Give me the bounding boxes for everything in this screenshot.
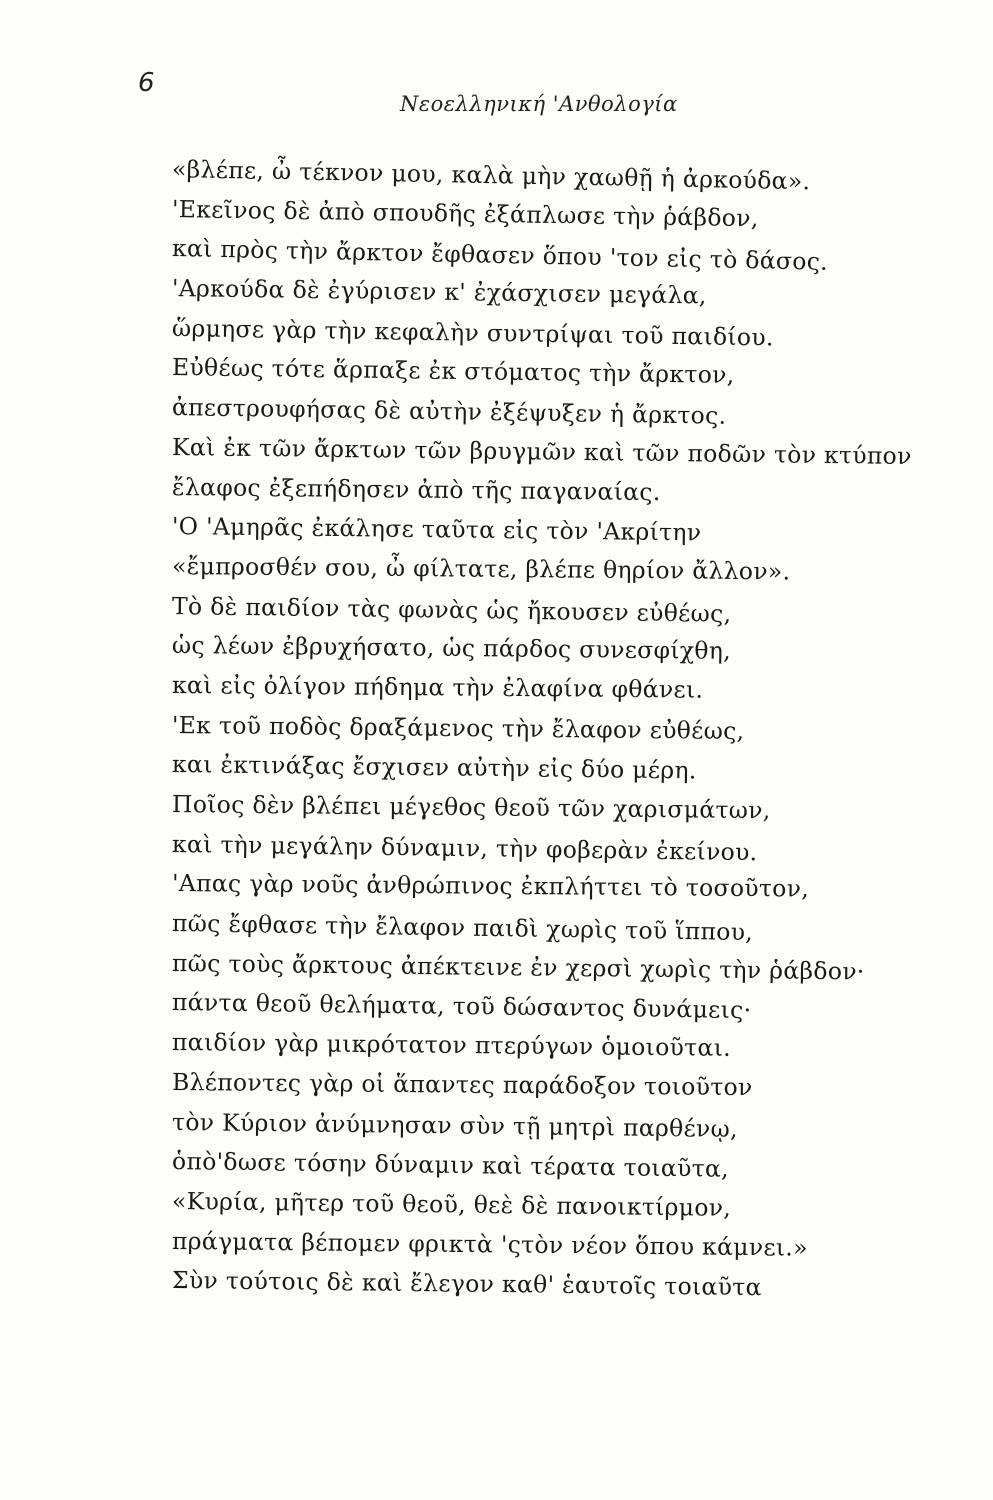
poem-line: 'Απας γὰρ νοῦς ἀνθρώπινος ἐκπλήττει τὸ τοσοῦτον, [171,869,810,903]
poem-line: Σὺν τούτοις δὲ καὶ ἔλεγον καθ' ἑαυτοῖς τοιαῦτα [171,1266,762,1302]
poem-line: καὶ πρὸς τὴν ἄρκτον ἔφθασεν ὅπου 'τον εἰς τὸ δάσος. [171,234,829,277]
poem-line: παιδίον γὰρ μικρότατον πτερύγων ὁμοιοῦται. [171,1028,732,1062]
page-number: 6 [138,68,155,98]
running-title: Νεοελληνική 'Ανθολογία [400,92,678,116]
poem-line: καὶ εἰς ὀλίγον πήδημα τὴν ἐλαφίνα φθάνει. [171,670,704,704]
poem-line: Βλέποντες γὰρ οἱ ἅπαντες παράδοξον τοιοῦτον [171,1067,753,1101]
poem-line: 'Εκ τοῦ ποδὸς δραξάμενος τὴν ἔλαφον εὐθέως, [171,710,745,745]
poem-line: ὡς λέων ἐβρυχήσατο, ὡς πάρδος συνεσφίχθη, [171,631,732,666]
poem-line: 'Ο 'Αμηρᾶς ἐκάλησε ταῦτα εἰς τὸν 'Ακρίτην [171,512,702,547]
poem-line: πῶς ἔφθασε τὴν ἔλαφον παιδὶ χωρὶς τοῦ ἵππου, [171,909,754,947]
poem-line: ἔλαφος ἐξεπήδησεν ἀπὸ τῆς παγαναίας. [171,472,661,506]
poem-line: ἀπεστρουφήσας δὲ αὐτὴν ἐξέψυξεν ἡ ἄρκτος. [171,393,727,430]
poem-line: πράγματα βέπομεν φρικτὰ 'ςτὸν νέον ὅπου κάμνει.» [171,1226,808,1262]
poem-line: 'Αρκούδα δὲ ἐγύρισεν κ' ἐχάσχισεν μεγάλα, [171,274,707,310]
poem-line: «ἔμπροσθέν σου, ὦ φίλτατε, βλέπε θηρίον ἄλλον». [171,551,791,586]
poem-line: καὶ τὴν μεγάλην δύναμιν, τὴν φοβερὰν ἐκείνου. [171,829,758,866]
poem-line: και ἐκτινάξας ἔσχισεν αὐτὴν εἰς δύο μέρη. [171,750,697,785]
poem-line: ὥρμησε γὰρ τὴν κεφαλὴν συντρίψαι τοῦ παιδίου. [171,313,774,352]
poem-line: πάντα θεοῦ θελήματα, τοῦ δώσαντος δυνάμεις· [171,988,752,1025]
poem-line: τὸν Κύριον ἀνύμνησαν σὺν τῇ μητρὶ παρθένῳ, [171,1107,739,1143]
poem-line: Ποῖος δὲν βλέπει μέγεθος θεοῦ τῶν χαρισμάτων, [171,790,771,825]
poem-text [171,150,912,1302]
poem-line: ὁπὸ'δωσε τόσην δύναμιν καὶ τέρατα τοιαῦτα, [171,1147,730,1183]
poem-line: Εὐθέως τότε ἅρπαξε ἐκ στόματος τὴν ἄρκτον, [171,353,735,390]
poem-line: πῶς τοὺς ἄρκτους ἀπέκτεινε ἐν χερσὶ χωρὶς τὴν ῥάβδον· [171,948,865,986]
poem-line: Τὸ δὲ παιδίον τὰς φωνὰς ὡς ἤκουσεν εὐθέως, [171,591,732,628]
poem-line: «Κυρία, μῆτερ τοῦ θεοῦ, θεὲ δὲ πανοικτίρμον, [171,1186,732,1222]
poem-line: Καὶ ἐκ τῶν ἄρκτων τῶν βρυγμῶν καὶ τῶν ποδῶν τὸν κτύπον [171,432,912,470]
poem-line: «βλέπε, ὦ τέκνον μου, καλὰ μὴν χαωθῇ ἡ ἀρκούδα». [171,155,811,196]
poem-line: 'Εκεῖνος δὲ ἀπὸ σπουδῆς ἐξάπλωσε τὴν ῥάβδον, [171,194,759,232]
